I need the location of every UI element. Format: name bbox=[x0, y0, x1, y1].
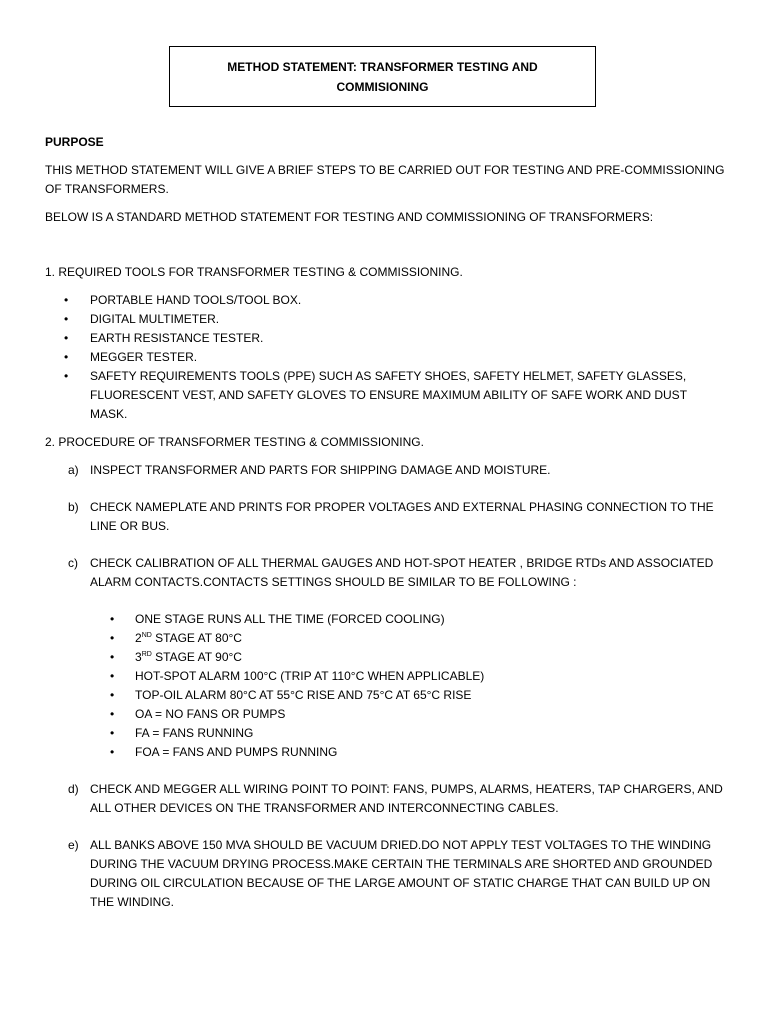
step-letter: e) bbox=[68, 838, 79, 852]
step-letter: d) bbox=[68, 782, 79, 796]
procedure-list bbox=[45, 461, 725, 912]
list-item: • HOT-SPOT ALARM 100°C (TRIP AT 110°C WHEN APPLICABLE) bbox=[90, 667, 725, 686]
bullet-icon: • bbox=[110, 631, 115, 645]
title-box bbox=[169, 46, 596, 107]
procedure-step-a bbox=[45, 461, 725, 480]
step-text: INSPECT TRANSFORMER AND PARTS FOR SHIPPING DAMAGE AND MOISTURE. bbox=[90, 463, 551, 477]
bullet-icon: • bbox=[110, 669, 115, 683]
purpose-paragraph-2: BELOW IS A STANDARD METHOD STATEMENT FOR TESTING AND COMMISSIONING OF TRANSFORMERS: bbox=[45, 210, 654, 224]
step-text: ALL BANKS ABOVE 150 MVA SHOULD BE VACUUM DRIED.DO NOT APPLY TEST VOLTAGES TO THE WINDING DURING THE VACUUM DRYING PROCESS.MAKE CERTAIN THE TERMINALS ARE SHORTED AND GROUNDED DURING OIL CIRCULATION BECAUSE OF THE LARGE AMOUNT OF STATIC CHARGE THAT CAN BUILD UP ON THE WINDING. bbox=[90, 838, 713, 909]
list-item: • FA = FANS RUNNING bbox=[90, 724, 725, 743]
document-body bbox=[45, 133, 725, 930]
bullet-icon: • bbox=[110, 612, 115, 626]
tools-list bbox=[45, 291, 725, 424]
step-text: CHECK CALIBRATION OF ALL THERMAL GAUGES AND HOT-SPOT HEATER , BRIDGE RTDs AND ASSOCIATED ALARM CONTACTS.CONTACTS SETTINGS SHOULD BE SIMILAR TO BE FOLLOWING : bbox=[90, 556, 714, 589]
procedure-step-c bbox=[45, 554, 725, 762]
step-text: CHECK AND MEGGER ALL WIRING POINT TO POINT: FANS, PUMPS, ALARMS, HEATERS, TAP CHARGERS, AND ALL OTHER DEVICES ON THE TRANSFORMER AND INTERCONNECTING CABLES. bbox=[90, 782, 723, 815]
purpose-heading: PURPOSE bbox=[45, 135, 104, 149]
bullet-icon: • bbox=[64, 331, 69, 345]
bullet-icon: • bbox=[64, 369, 69, 383]
step-letter: a) bbox=[68, 463, 79, 477]
procedure-step-e bbox=[45, 836, 725, 912]
list-item: • ONE STAGE RUNS ALL THE TIME (FORCED COOLING) bbox=[90, 610, 725, 629]
list-item: • 2ND STAGE AT 80°C bbox=[90, 629, 725, 648]
purpose-paragraph-1: THIS METHOD STATEMENT WILL GIVE A BRIEF STEPS TO BE CARRIED OUT FOR TESTING AND PRE-COMMISSIONING OF TRANSFORMERS. bbox=[45, 163, 725, 196]
bullet-icon: • bbox=[110, 726, 115, 740]
section-1-heading: 1. REQUIRED TOOLS FOR TRANSFORMER TESTING & COMMISSIONING. bbox=[45, 265, 463, 279]
list-item: • PORTABLE HAND TOOLS/TOOL BOX. bbox=[45, 291, 725, 310]
step-letter: b) bbox=[68, 500, 79, 514]
step-letter: c) bbox=[68, 556, 78, 570]
list-item: • TOP-OIL ALARM 80°C AT 55°C RISE AND 75°C AT 65°C RISE bbox=[90, 686, 725, 705]
bullet-icon: • bbox=[110, 650, 115, 664]
bullet-icon: • bbox=[110, 745, 115, 759]
list-item: • DIGITAL MULTIMETER. bbox=[45, 310, 725, 329]
procedure-step-d bbox=[45, 780, 725, 818]
bullet-icon: • bbox=[64, 350, 69, 364]
bullet-icon: • bbox=[64, 312, 69, 326]
list-item: • 3RD STAGE AT 90°C bbox=[90, 648, 725, 667]
list-item: • OA = NO FANS OR PUMPS bbox=[90, 705, 725, 724]
section-2-heading: 2. PROCEDURE OF TRANSFORMER TESTING & COMMISSIONING. bbox=[45, 435, 424, 449]
title-line-1: METHOD STATEMENT: TRANSFORMER TESTING AND bbox=[227, 59, 538, 74]
list-item: • MEGGER TESTER. bbox=[45, 348, 725, 367]
title-line-2: COMMISIONING bbox=[336, 79, 429, 94]
bullet-icon: • bbox=[110, 707, 115, 721]
list-item: • EARTH RESISTANCE TESTER. bbox=[45, 329, 725, 348]
step-text: CHECK NAMEPLATE AND PRINTS FOR PROPER VOLTAGES AND EXTERNAL PHASING CONNECTION TO THE LINE OR BUS. bbox=[90, 500, 714, 533]
settings-list bbox=[90, 610, 725, 762]
spacer bbox=[45, 236, 725, 263]
bullet-icon: • bbox=[110, 688, 115, 702]
procedure-step-b bbox=[45, 498, 725, 536]
list-item: • FOA = FANS AND PUMPS RUNNING bbox=[90, 743, 725, 762]
bullet-icon: • bbox=[64, 293, 69, 307]
list-item: • SAFETY REQUIREMENTS TOOLS (PPE) SUCH AS SAFETY SHOES, SAFETY HELMET, SAFETY GLASSES, FLUORESCENT VEST, AND SAFETY GLOVES TO ENSURE MAXIMUM ABILITY OF SAFE WORK AND DUST MASK. bbox=[64, 369, 687, 421]
